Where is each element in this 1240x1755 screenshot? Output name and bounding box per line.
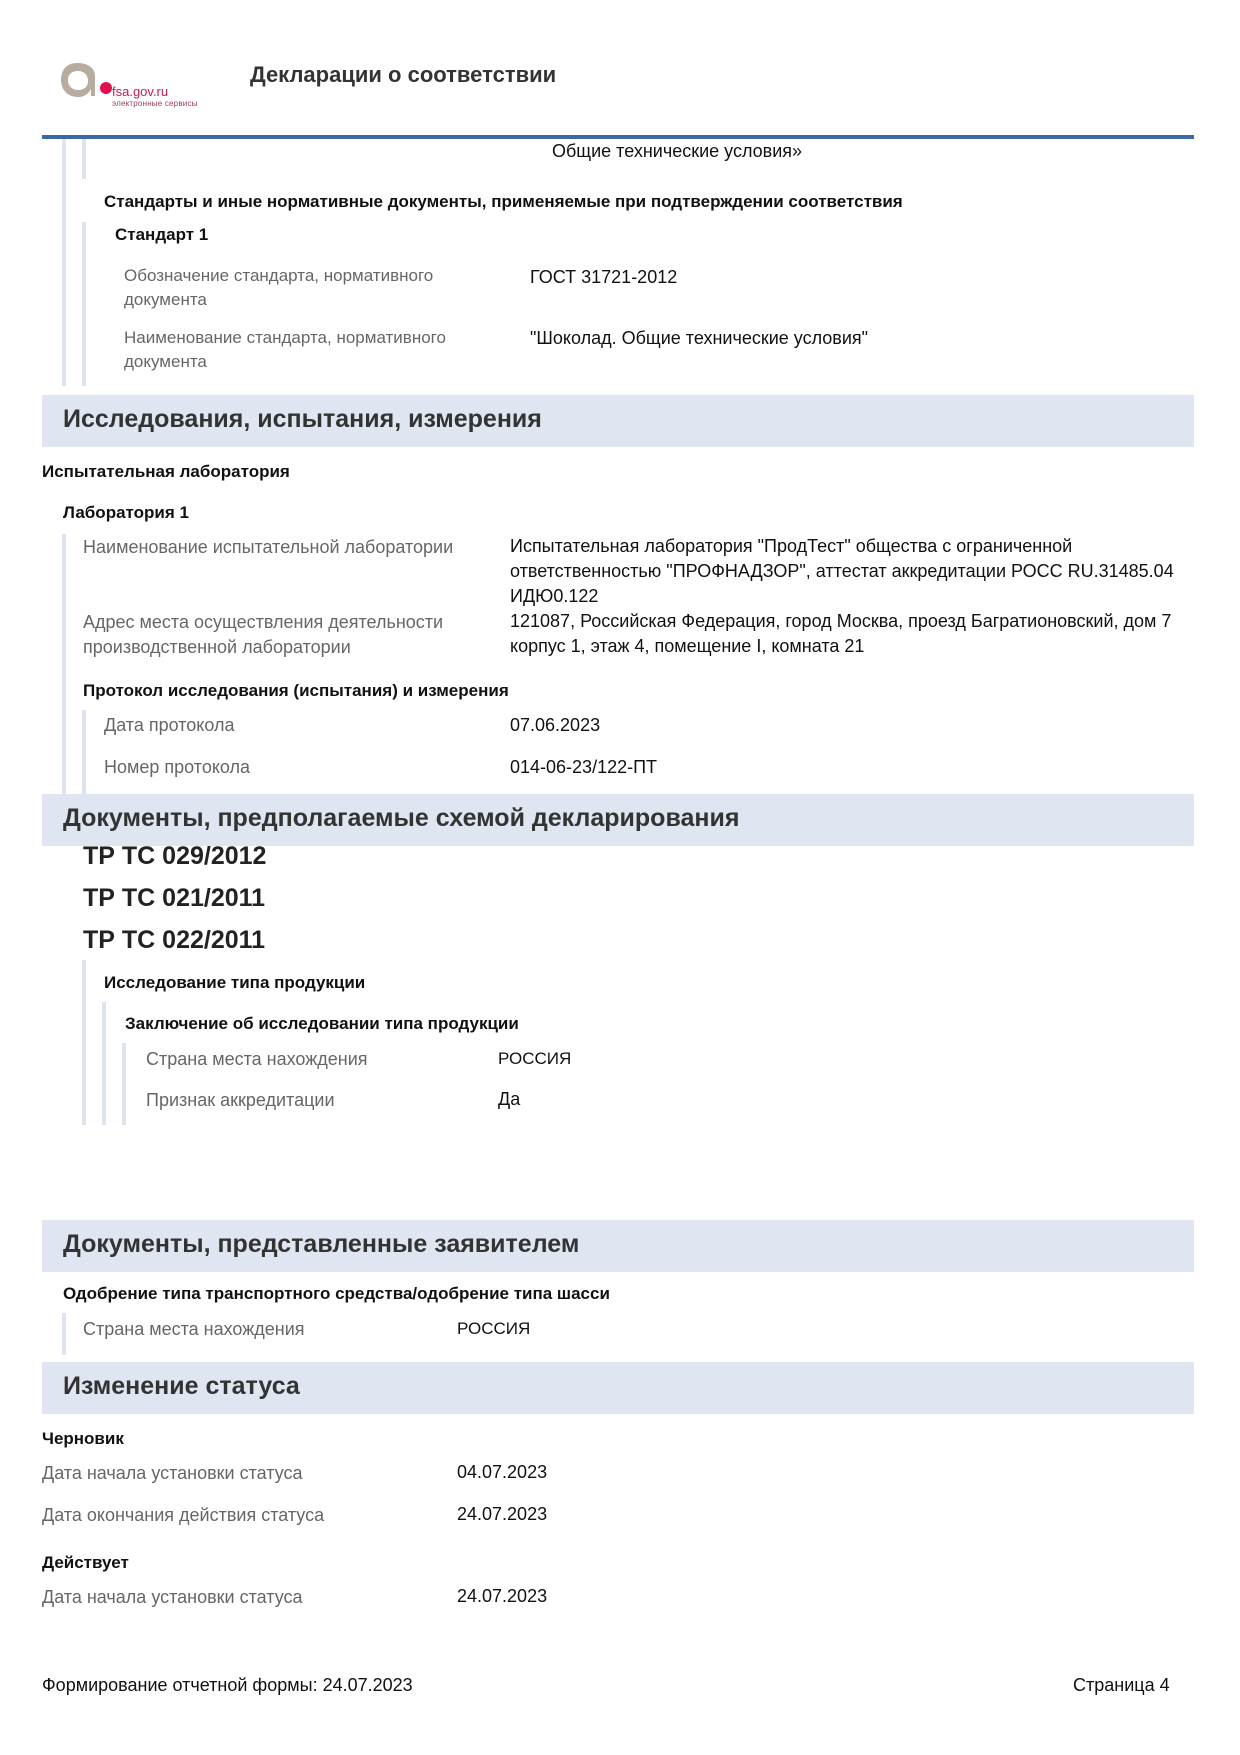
section-scheme-docs — [42, 794, 1194, 846]
regulation-item: ТР ТС 021/2011 — [83, 884, 266, 912]
lab-name-label: Наименование испытательной лаборатории — [83, 537, 454, 557]
standard-name-label: Наименование стандарта, нормативного документа — [124, 328, 446, 371]
indent-bar — [122, 1043, 126, 1125]
section-status — [42, 1362, 1194, 1414]
approval-heading: Одобрение типа транспортного средства/одобрение типа шасси — [63, 1284, 610, 1303]
report-generated-date: Формирование отчетной формы: 24.07.2023 — [42, 1675, 413, 1695]
logo-site-text: fsa.gov.ru — [112, 84, 169, 99]
indent-bar — [62, 139, 66, 386]
designation-value: ГОСТ 31721-2012 — [530, 267, 678, 287]
lab-address-value: 121087, Российская Федерация, город Москва, проезд Багратионовский, дом 7 корпус 1, этаж 4, помещение I, комната 21 — [510, 611, 1172, 656]
section-applicant-docs-title: Документы, представленные заявителем — [63, 1230, 580, 1258]
indent-bar — [62, 534, 66, 794]
conclusion-heading: Заключение об исследовании типа продукции — [125, 1014, 519, 1033]
continued-text: Общие технические условия» — [552, 141, 803, 161]
indent-bar — [82, 222, 86, 386]
section-research-title: Исследования, испытания, измерения — [63, 405, 542, 433]
protocol-heading: Протокол исследования (испытания) и измерения — [83, 681, 509, 700]
lab-heading: Испытательная лаборатория — [42, 462, 290, 481]
applicant-country-label: Страна места нахождения — [83, 1319, 305, 1339]
fsa-logo-icon — [58, 60, 96, 98]
accreditation-value: Да — [498, 1089, 521, 1109]
active-start-label: Дата начала установки статуса — [42, 1587, 303, 1607]
page-title: Декларации о соответствии — [250, 62, 557, 87]
lab-title: Лаборатория 1 — [63, 503, 189, 522]
logo-subtitle: электронные сервисы — [112, 99, 198, 108]
section-research — [42, 395, 1194, 447]
active-start-value: 24.07.2023 — [457, 1586, 548, 1606]
protocol-date-label: Дата протокола — [104, 715, 235, 735]
indent-bar — [62, 1313, 66, 1355]
protocol-number-value: 014-06-23/122-ПТ — [510, 757, 658, 777]
indent-bar — [82, 710, 86, 794]
draft-end-label: Дата окончания действия статуса — [42, 1505, 325, 1525]
regulation-item: ТР ТС 029/2012 — [83, 842, 267, 870]
section-applicant-docs — [42, 1220, 1194, 1272]
section-scheme-docs-title: Документы, предполагаемые схемой декларирования — [63, 804, 740, 832]
country-label: Страна места нахождения — [146, 1049, 368, 1069]
regulation-item: ТР ТС 022/2011 — [83, 926, 266, 954]
standard-name-value: "Шоколад. Общие технические условия" — [530, 328, 869, 348]
designation-label: Обозначение стандарта, нормативного документа — [124, 266, 434, 309]
indent-bar — [82, 960, 86, 1125]
applicant-country-value: РОССИЯ — [457, 1319, 531, 1338]
draft-end-value: 24.07.2023 — [457, 1504, 548, 1524]
page-number: Страница 4 — [1073, 1675, 1170, 1695]
standard-title: Стандарт 1 — [115, 225, 209, 244]
draft-start-label: Дата начала установки статуса — [42, 1463, 303, 1483]
lab-name-value: Испытательная лаборатория "ПродТест" общества с ограниченной ответственностью "ПРОФНАДЗОР", аттестат аккредитации РОСС RU.31485.04 ИДЮ0.122 — [510, 536, 1174, 606]
draft-start-value: 04.07.2023 — [457, 1462, 548, 1482]
indent-bar — [102, 1002, 106, 1125]
indent-bar — [82, 139, 86, 179]
country-value: РОССИЯ — [498, 1049, 572, 1068]
header-divider — [42, 135, 1194, 139]
section-status-title: Изменение статуса — [63, 1372, 300, 1400]
accreditation-label: Признак аккредитации — [146, 1090, 335, 1110]
active-heading: Действует — [42, 1553, 129, 1572]
protocol-number-label: Номер протокола — [104, 757, 251, 777]
protocol-date-value: 07.06.2023 — [510, 715, 601, 735]
lab-address-label: Адрес места осуществления деятельности производственной лаборатории — [83, 612, 444, 657]
standards-heading: Стандарты и иные нормативные документы, применяемые при подтверждении соответствия — [104, 192, 903, 211]
draft-heading: Черновик — [42, 1429, 124, 1448]
type-study-heading: Исследование типа продукции — [104, 973, 366, 992]
